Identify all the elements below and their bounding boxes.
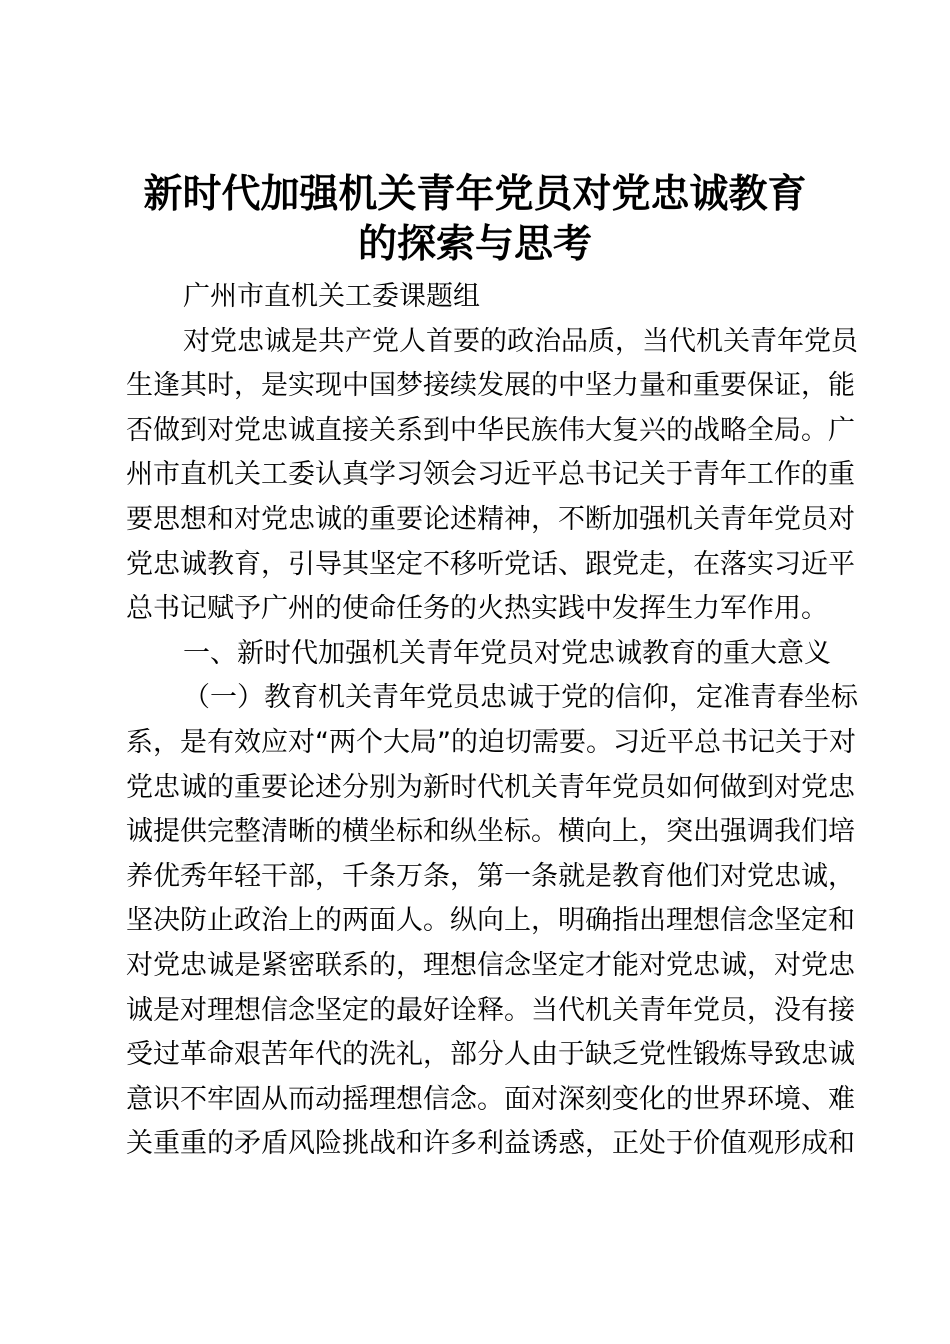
paragraph-line: 坚决防止政治上的两面人。纵向上，明确指出理想信念坚定和: [126, 905, 855, 937]
document-body: [126, 275, 858, 1167]
paragraph-line: 对党忠诚是共产党人首要的政治品质，当代机关青年党员: [183, 325, 858, 357]
paragraph-line: 意识不牢固从而动摇理想信念。面对深刻变化的世界环境、难: [126, 1083, 855, 1115]
author-line: 广州市直机关工委课题组: [183, 281, 480, 312]
paragraph-intro: [126, 320, 858, 632]
document-title-line-2: 的探索与思考: [357, 222, 592, 267]
paragraph-line: （一）教育机关青年党员忠诚于党的信仰，定准青春坐标: [183, 682, 858, 714]
paragraph-line: 要思想和对党忠诚的重要论述精神，不断加强机关青年党员对: [126, 503, 855, 535]
paragraph-line: 关重重的矛盾风险挑战和许多利益诱惑，正处于价值观形成和: [126, 1128, 855, 1160]
paragraph-section-1: [126, 676, 858, 1167]
paragraph-line: 诚是对理想信念坚定的最好诠释。当代机关青年党员，没有接: [126, 994, 855, 1026]
paragraph-line: 党忠诚教育，引导其坚定不移听党话、跟党走，在落实习近平: [126, 548, 855, 580]
section-heading: 一、新时代加强机关青年党员对党忠诚教育的重大意义: [183, 637, 831, 669]
paragraph-line: 诚提供完整清晰的横坐标和纵坐标。横向上，突出强调我们培: [126, 816, 855, 848]
paragraph-line: 系，是有效应对“两个大局”的迫切需要。习近平总书记关于对: [126, 726, 856, 758]
paragraph-line: 对党忠诚是紧密联系的，理想信念坚定才能对党忠诚，对党忠: [126, 949, 855, 981]
paragraph-line: 党忠诚的重要论述分别为新时代机关青年党员如何做到对党忠: [126, 771, 855, 803]
paragraph-line: 总书记赋予广州的使命任务的火热实践中发挥生力军作用。: [126, 593, 828, 625]
document-title-line-1: 新时代加强机关青年党员对党忠诚教育: [143, 172, 807, 217]
paragraph-line: 州市直机关工委认真学习领会习近平总书记关于青年工作的重: [126, 459, 855, 491]
paragraph-line: 受过革命艰苦年代的洗礼，部分人由于缺乏党性锻炼导致忠诚: [126, 1039, 855, 1071]
paragraph-line: 养优秀年轻干部，千条万条，第一条就是教育他们对党忠诚，: [126, 860, 855, 892]
paragraph-line: 否做到对党忠诚直接关系到中华民族伟大复兴的战略全局。广: [126, 414, 855, 446]
paragraph-line: 生逢其时，是实现中国梦接续发展的中坚力量和重要保证，能: [126, 370, 855, 402]
